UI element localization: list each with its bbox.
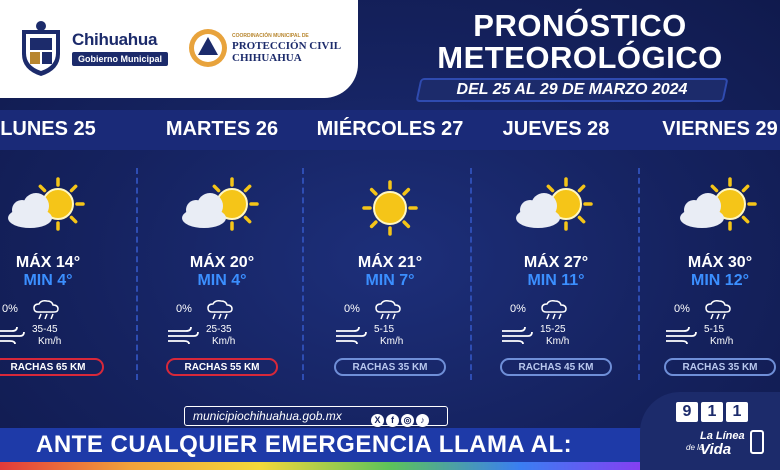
- max-temp: MÁX 21°: [357, 254, 423, 271]
- wind-speed: 5-15: [704, 324, 725, 335]
- tiktok-icon[interactable]: ♪: [416, 414, 429, 427]
- digit: 1: [726, 402, 748, 422]
- day-name: MARTES 26: [165, 118, 279, 140]
- wind-icon: [664, 326, 698, 344]
- day-name: VIERNES 29: [662, 118, 778, 140]
- rain-cloud-icon: [704, 300, 734, 320]
- min-temp: MIN 7°: [365, 272, 415, 289]
- coat-of-arms-icon: [16, 20, 66, 78]
- wind-speed: 5-15: [374, 324, 395, 335]
- partly-cloudy-icon: [0, 172, 126, 242]
- column-divider: [136, 168, 138, 380]
- pc-subtitle: CHIHUAHUA: [232, 52, 302, 64]
- gust-badge: RACHAS 35 KM: [664, 358, 776, 376]
- wind-unit: Km/h: [212, 336, 236, 347]
- wind: [496, 322, 616, 350]
- badge-line-3: Vida: [700, 441, 732, 458]
- title-line-1: PRONÓSTICO: [473, 8, 687, 43]
- facebook-icon[interactable]: f: [386, 414, 399, 427]
- wind-icon: [0, 326, 26, 344]
- wind-unit: Km/h: [546, 336, 570, 347]
- day-name: JUEVES 28: [502, 118, 610, 140]
- precipitation-value: 0%: [176, 303, 192, 315]
- max-temp: MÁX 27°: [523, 254, 589, 271]
- wind: [660, 322, 780, 350]
- emergency-badge: [640, 392, 780, 470]
- gust-badge: RACHAS 35 KM: [334, 358, 446, 376]
- rain-cloud-icon: [374, 300, 404, 320]
- column-divider: [638, 168, 640, 380]
- max-temp: MÁX 20°: [189, 254, 255, 271]
- precipitation-value: 0%: [674, 303, 690, 315]
- website-url[interactable]: municipiochihuahua.gob.mx: [193, 409, 342, 423]
- precipitation: [506, 300, 606, 320]
- pc-title: PROTECCIÓN CIVIL: [232, 40, 342, 52]
- partly-cloudy-icon: [642, 172, 780, 242]
- gust-badge: RACHAS 55 KM: [166, 358, 278, 376]
- column-divider: [302, 168, 304, 380]
- day-column: [478, 110, 634, 400]
- wind-unit: Km/h: [38, 336, 62, 347]
- pc-small-text: COORDINACIÓN MUNICIPAL DE: [232, 33, 309, 39]
- digit: 9: [676, 402, 698, 422]
- precipitation: [340, 300, 440, 320]
- title-line-2: METEOROLÓGICO: [437, 40, 723, 75]
- wind-unit: Km/h: [710, 336, 734, 347]
- day-column: [642, 110, 780, 400]
- sun-icon: [312, 172, 468, 242]
- digit: 1: [701, 402, 723, 422]
- wind-unit: Km/h: [380, 336, 404, 347]
- min-temp: MIN 11°: [527, 272, 585, 289]
- phone-icon: [750, 430, 764, 454]
- precipitation-value: 0%: [344, 303, 360, 315]
- min-temp: MIN 12°: [691, 272, 749, 289]
- wind: [0, 322, 108, 350]
- wind-speed: 35-45: [32, 324, 58, 335]
- wind: [162, 322, 282, 350]
- rain-cloud-icon: [206, 300, 236, 320]
- max-temp: MÁX 30°: [687, 254, 753, 271]
- partly-cloudy-icon: [144, 172, 300, 242]
- x-icon[interactable]: X: [371, 414, 384, 427]
- rain-cloud-icon: [32, 300, 62, 320]
- day-column: [0, 110, 126, 400]
- emergency-number: [676, 402, 751, 422]
- civil-protection-logo-icon: [188, 28, 228, 68]
- instagram-icon[interactable]: ◎: [401, 414, 414, 427]
- wind: [330, 322, 450, 350]
- wind-icon: [500, 326, 534, 344]
- precipitation: [0, 300, 98, 320]
- date-range: DEL 25 AL 29 DE MARZO 2024: [456, 81, 688, 98]
- logo-panel: [0, 0, 358, 98]
- day-column: [144, 110, 300, 400]
- page-title: [400, 10, 760, 74]
- partly-cloudy-icon: [478, 172, 634, 242]
- precipitation-value: 0%: [510, 303, 526, 315]
- column-divider: [470, 168, 472, 380]
- min-temp: MIN 4°: [23, 272, 73, 289]
- wind-speed: 25-35: [206, 324, 232, 335]
- day-name: MIÉRCOLES 27: [316, 118, 464, 140]
- precipitation-value: 0%: [2, 303, 18, 315]
- day-name: LUNES 25: [0, 118, 96, 140]
- wind-icon: [334, 326, 368, 344]
- wind-icon: [166, 326, 200, 344]
- rain-cloud-icon: [540, 300, 570, 320]
- min-temp: MIN 4°: [197, 272, 247, 289]
- emergency-text: ANTE CUALQUIER EMERGENCIA LLAMA AL:: [36, 431, 573, 458]
- max-temp: MÁX 14°: [15, 254, 81, 271]
- gust-badge: RACHAS 65 KM: [0, 358, 104, 376]
- city-subtitle: Gobierno Municipal: [72, 52, 168, 66]
- badge-line-2: de la: [686, 443, 704, 452]
- precipitation: [172, 300, 272, 320]
- precipitation: [670, 300, 770, 320]
- wind-speed: 15-25: [540, 324, 566, 335]
- day-column: [312, 110, 468, 400]
- city-name: Chihuahua: [72, 30, 158, 49]
- gust-badge: RACHAS 45 KM: [500, 358, 612, 376]
- social-icons: [371, 410, 431, 428]
- website-box[interactable]: [184, 406, 448, 426]
- badge-line-1: La Línea: [700, 430, 745, 442]
